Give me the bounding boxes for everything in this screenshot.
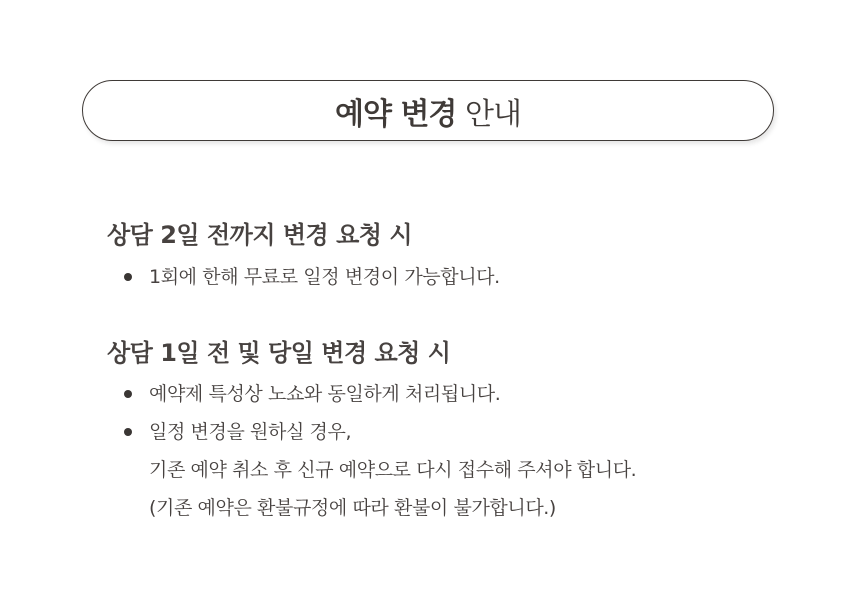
bullet-dot-icon xyxy=(124,390,132,398)
list-item-text-line-3: (기존 예약은 환불규정에 따라 환불이 불가합니다.) xyxy=(149,497,556,519)
list-item-text: 1회에 한해 무료로 일정 변경이 가능합니다. xyxy=(149,266,500,288)
section-heading-2-days-before: 상담 2일 전까지 변경 요청 시 xyxy=(107,221,412,249)
section-heading-1-day-before: 상담 1일 전 및 당일 변경 요청 시 xyxy=(107,339,451,367)
page-title xyxy=(335,89,521,133)
section-list-2-days-before xyxy=(122,258,500,296)
bullet-dot-icon xyxy=(124,273,132,281)
bullet-dot-icon xyxy=(124,428,132,436)
list-item xyxy=(122,413,636,527)
page-title-light: 안내 xyxy=(464,96,521,132)
list-item xyxy=(122,375,636,413)
list-item xyxy=(122,258,500,296)
title-banner xyxy=(82,80,774,141)
page-title-bold: 예약 변경 xyxy=(335,96,457,132)
list-item-text-line-2: 기존 예약 취소 후 신규 예약으로 다시 접수해 주셔야 합니다. xyxy=(149,459,637,481)
list-item-text-line-1: 일정 변경을 원하실 경우, xyxy=(149,421,352,443)
list-item-text: 예약제 특성상 노쇼와 동일하게 처리됩니다. xyxy=(149,383,501,405)
section-list-1-day-before xyxy=(122,375,636,527)
